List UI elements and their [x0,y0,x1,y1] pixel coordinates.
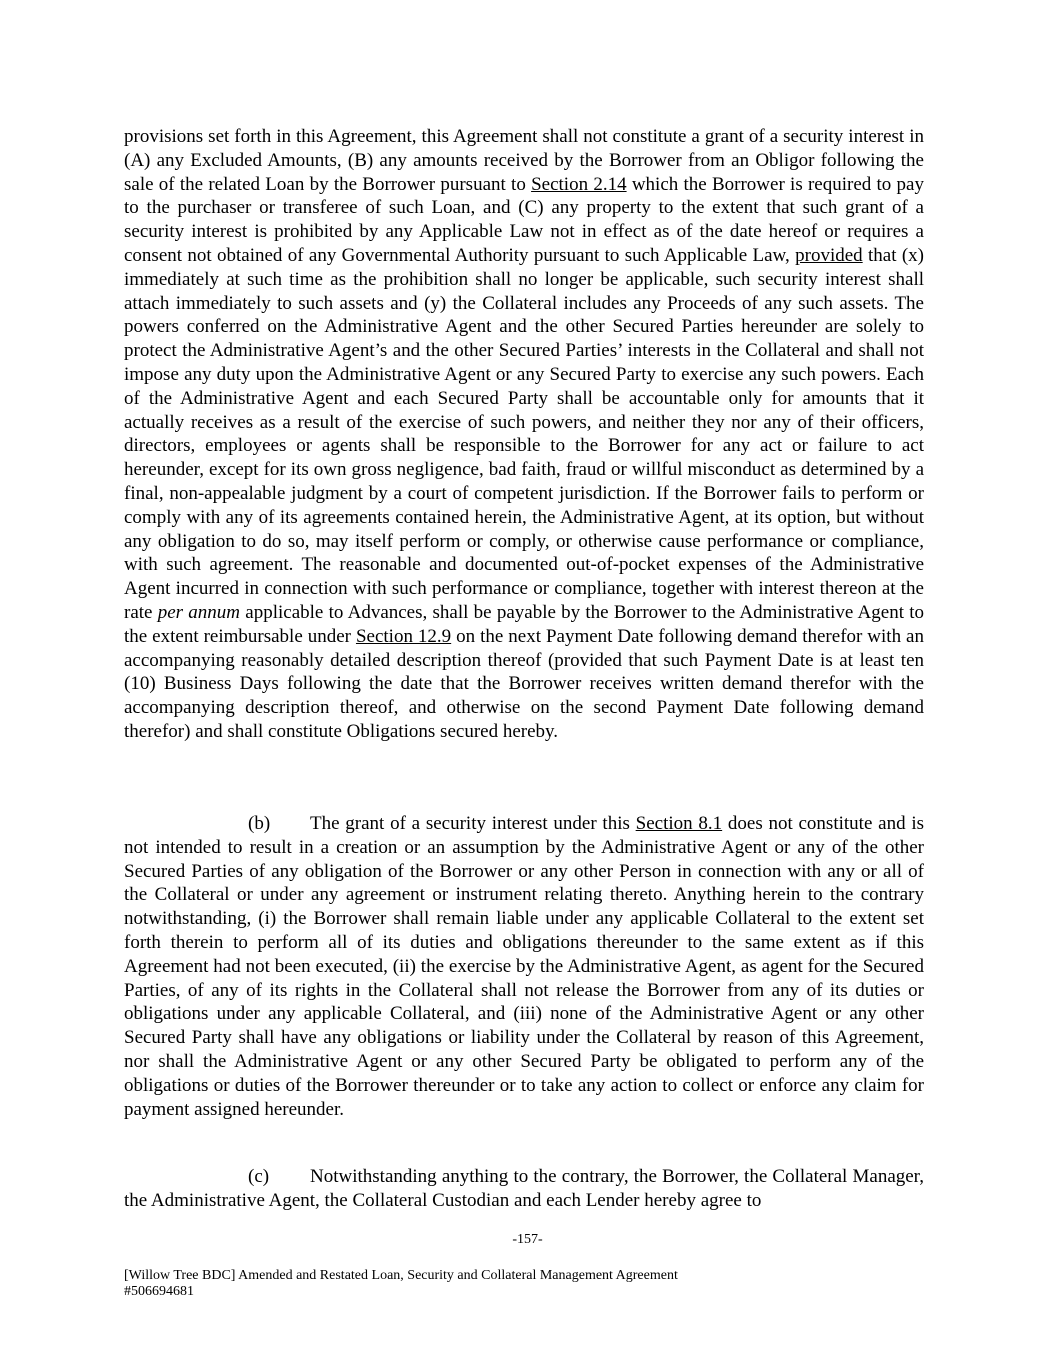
paragraph-a-text-5: on the next Payment Date following demand therefor with an accompanying reasonably detailed description thereof (provided that such Payment Date is at least ten (10) Business Days following the date that the Borrower receives written demand therefor with the accompanying description thereof, and otherwise on the second Payment Date following demand therefor) and shall constitute Obligations secured hereby. [124,625,924,742]
section-12-9-reference: Section 12.9 [355,625,452,647]
footer-document-id: #506694681 [124,1284,194,1299]
paragraph-a-text-2: which the Borrower is required to pay to the purchaser or transferee of such Loan, and (C) any property to the extent that such grant of a security interest is prohibited by any Applicable Law not in effect as of the date hereof or requires a consent not obtained of any Governmental Authority pursuant to such Applicable Law, [124,173,924,266]
paragraph-a-text-1: provisions set forth in this Agreement, this Agreement shall not constitute a grant of a security interest in (A) any Excluded Amounts, (B) any amounts received by the Borrower from an Obligor following the sale of the related Loan by the Borrower pursuant to [124,126,924,195]
paragraph-b [124,812,924,1121]
paragraph-a-continued [124,125,924,744]
paragraph-b-text-2: does not constitute and is not intended to result in a creation or an assumption by the Administrative Agent or any of the other Secured Parties of any obligation of the Borrower or any other Person in connection with any or all of the Collateral or under any agreement or instrument relating thereto. Anything herein to the contrary notwithstanding, (i) the Borrower shall remain liable under any applicable Collateral to the extent set forth therein to perform all of its duties and obligations thereunder to the same extent as if this Agreement had not been executed, (ii) the exercise by the Administrative Agent, as agent for the Secured Parties, of any of its rights in the Collateral shall not release the Borrower from any of its duties or obligations under any applicable Collateral, and (iii) none of the Administrative Agent or any other Secured Party shall have any obligations or liability under the Collateral by reason of this Agreement, nor shall the Administrative Agent or any other Secured Party be obligated to perform any of the obligations or duties of the Borrower thereunder or to take any action to collect or enforce any claim for payment assigned hereunder. [124,813,924,1120]
section-8-1-reference: Section 8.1 [635,813,723,834]
footer-title: [Willow Tree BDC] Amended and Restated Loan, Security and Collateral Management Agreement [124,1268,678,1283]
paragraph-a-text-3: that (x) immediately at such time as the prohibition shall no longer be applicable, such security interest shall attach immediately to such assets and (y) the Collateral includes any Proceeds of any such assets. The powers conferred on the Administrative Agent and the other Secured Parties hereunder are solely to protect the Administrative Agent’s and the other Secured Parties’ interests in the Collateral and shall not impose any duty upon the Administrative Agent or any Secured Party to exercise any such powers. Each of the Administrative Agent and each Secured Party shall be accountable only for amounts that it actually receives as a result of the exercise of such powers, and neither they nor any of their officers, directors, employees or agents shall be responsible to the Borrower for any act or failure to act hereunder, except for its own gross negligence, bad faith, fraud or willful misconduct as determined by a final, non-appealable judgment by a court of competent jurisdiction. If the Borrower fails to perform or comply with any of its agreements contained herein, the Administrative Agent, at its option, but without any obligation to do so, may itself perform or comply, or otherwise cause performance or compliance, with such agreement. The reasonable and documented out-of-pocket expenses of the Administrative Agent incurred in connection with such performance or compliance, together with interest thereon at the rate [124,244,924,623]
per-annum-term: per annum [157,601,241,623]
section-2-14-reference: Section 2.14 [531,173,627,195]
paragraph-c-text-1: Notwithstanding anything to the contrary, the Borrower, the Collateral Manager, the Administrative Agent, the Collateral Custodian and each Lender hereby agree to [124,1166,924,1211]
paragraph-b-text-1: The grant of a security interest under this [310,813,636,834]
provided-term: provided [795,244,863,266]
document-footer [124,1268,678,1300]
paragraph-c-label: (c) [248,1166,270,1187]
paragraph-b-label: (b) [248,813,271,834]
page-number: -157- [512,1232,543,1247]
paragraph-c [124,1165,924,1213]
paragraph-a-text-4: applicable to Advances, shall be payable by the Borrower to the Administrative Agent to the extent reimbursable under [124,601,925,647]
